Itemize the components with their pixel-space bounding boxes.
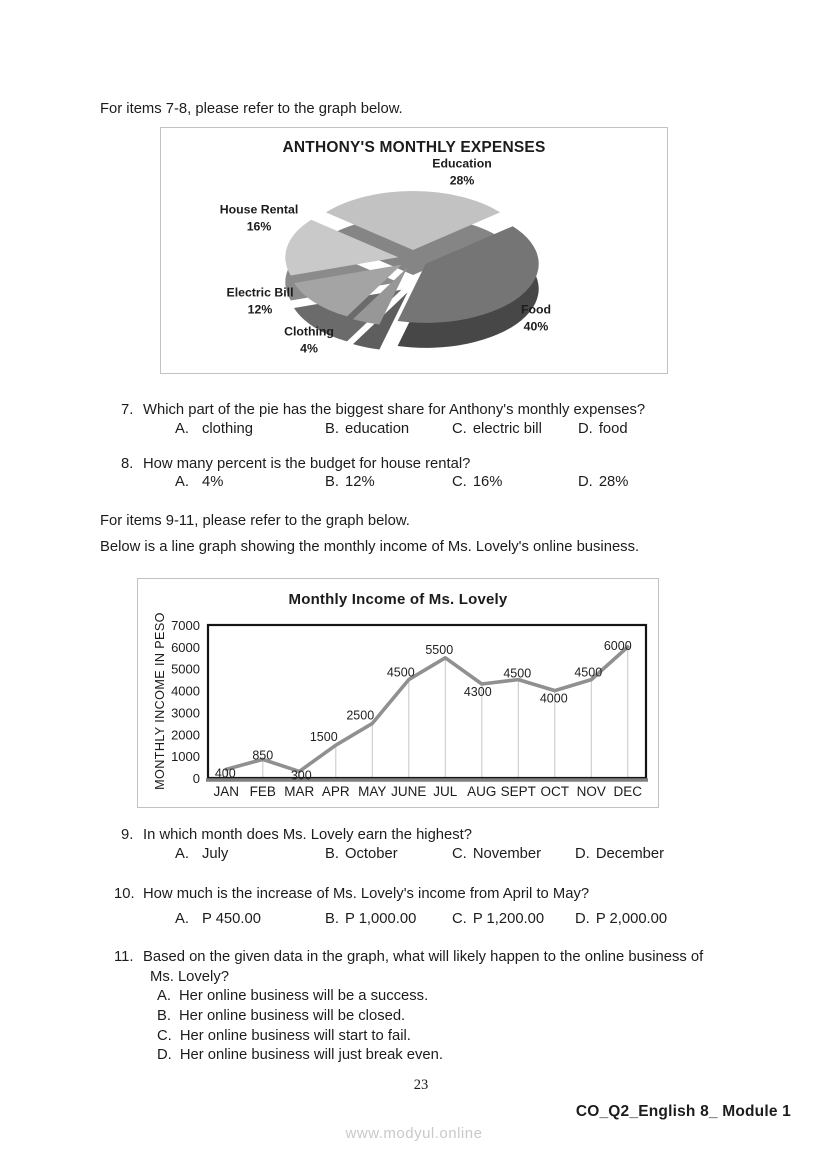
svg-text:APR: APR (321, 784, 350, 799)
page-number: 23 (413, 1077, 429, 1093)
svg-text:6000: 6000 (603, 638, 632, 653)
svg-text:2000: 2000 (171, 727, 200, 743)
options-row (100, 474, 800, 492)
svg-text:5500: 5500 (425, 642, 454, 657)
svg-text:5000: 5000 (171, 661, 200, 677)
svg-text:850: 850 (252, 748, 274, 763)
options-row (100, 421, 800, 439)
question-text: Based on the given data in the graph, what will likely happen to the online business of (143, 949, 704, 965)
question-text: How much is the increase of Ms. Lovely's income from April to May? (143, 886, 590, 902)
svg-text:1500: 1500 (309, 730, 338, 745)
svg-text:DEC: DEC (613, 784, 643, 799)
svg-text:0: 0 (192, 771, 200, 786)
svg-text:7000: 7000 (171, 618, 200, 633)
option-a: A. Her online business will be a success. (157, 988, 429, 1004)
watermark: www.modyul.online (345, 1125, 483, 1142)
svg-text:JUNE: JUNE (391, 784, 427, 799)
option-a: A. July (175, 846, 229, 862)
svg-text:OCT: OCT (540, 784, 569, 799)
option-c: C. electric bill (452, 421, 542, 437)
question-text: How many percent is the budget for house rental? (143, 456, 471, 472)
pie-slice-label: House Rental 16% (219, 202, 299, 233)
svg-text:3000: 3000 (171, 705, 200, 721)
line-chart-y-axis-label: MONTHLY INCOME IN PESO (153, 612, 167, 790)
option-d: D. P 2,000.00 (575, 911, 668, 927)
options-row (100, 911, 800, 929)
svg-text:400: 400 (214, 766, 236, 781)
svg-text:JAN: JAN (213, 784, 240, 799)
svg-text:FEB: FEB (249, 784, 276, 799)
option-c: C. 16% (452, 474, 503, 490)
intro-items-7-8: For items 7-8, please refer to the graph below. (100, 101, 403, 117)
svg-text:4500: 4500 (503, 666, 532, 681)
option-c: C. P 1,200.00 (452, 911, 545, 927)
pie-slice-label: Electric Bill 12% (226, 285, 294, 316)
module-label: CO_Q2_English 8_ Module 1 (575, 1103, 791, 1120)
question-number: 9. (121, 827, 134, 843)
option-d: D. food (578, 421, 628, 437)
option-c: C. November (452, 846, 542, 862)
question-text: In which month does Ms. Lovely earn the highest? (143, 827, 473, 843)
option-b: B. P 1,000.00 (325, 911, 417, 927)
line-chart-svg (138, 579, 658, 807)
pie-chart-svg (161, 128, 667, 373)
option-d: D. December (575, 846, 665, 862)
svg-text:NOV: NOV (576, 784, 606, 799)
question-text: Which part of the pie has the biggest share for Anthony's monthly expenses? (143, 402, 646, 418)
option-b: B. Her online business will be closed. (157, 1008, 406, 1024)
intro-items-9-11: For items 9-11, please refer to the graph below. (100, 513, 410, 529)
option-a: A. 4% (175, 474, 224, 490)
svg-text:4500: 4500 (574, 665, 603, 680)
option-b: B. October (325, 846, 398, 862)
option-d: D. 28% (578, 474, 629, 490)
question-number: 10. (114, 886, 135, 902)
pie-slice-label: Clothing 4% (284, 324, 334, 355)
question-text-line2: Ms. Lovely? (150, 969, 229, 985)
svg-text:6000: 6000 (171, 639, 200, 655)
options-row (100, 846, 800, 864)
svg-text:JUL: JUL (433, 784, 458, 799)
line-chart-figure (137, 578, 659, 808)
option-d: D. Her online business will just break even. (157, 1047, 443, 1063)
svg-text:2500: 2500 (346, 708, 375, 723)
svg-text:300: 300 (290, 768, 312, 783)
option-b: B. 12% (325, 474, 375, 490)
svg-text:4300: 4300 (463, 685, 492, 700)
svg-text:SEPT: SEPT (500, 784, 536, 799)
pie-chart-title: ANTHONY'S MONTHLY EXPENSES (282, 139, 546, 156)
line-graph-caption: Below is a line graph showing the monthly income of Ms. Lovely's online business. (100, 539, 640, 555)
option-b: B. education (325, 421, 410, 437)
svg-text:1000: 1000 (171, 749, 200, 765)
svg-text:MAR: MAR (284, 784, 315, 799)
pie-slice-label: Food 40% (520, 302, 552, 333)
question-number: 11. (114, 949, 134, 965)
svg-text:4000: 4000 (539, 691, 568, 706)
option-c: C. Her online business will start to fail. (157, 1028, 411, 1044)
pie-chart-figure (160, 127, 668, 374)
svg-text:4000: 4000 (171, 683, 200, 699)
question-number: 7. (121, 402, 134, 418)
question-number: 8. (121, 456, 134, 472)
svg-text:MAY: MAY (358, 784, 387, 799)
svg-text:4500: 4500 (386, 665, 415, 680)
line-chart-title: Monthly Income of Ms. Lovely (288, 591, 508, 608)
option-a: A. clothing (175, 421, 253, 437)
svg-text:AUG: AUG (467, 784, 497, 799)
option-a: A. P 450.00 (175, 911, 261, 927)
pie-slice-label: Education 28% (432, 156, 492, 187)
